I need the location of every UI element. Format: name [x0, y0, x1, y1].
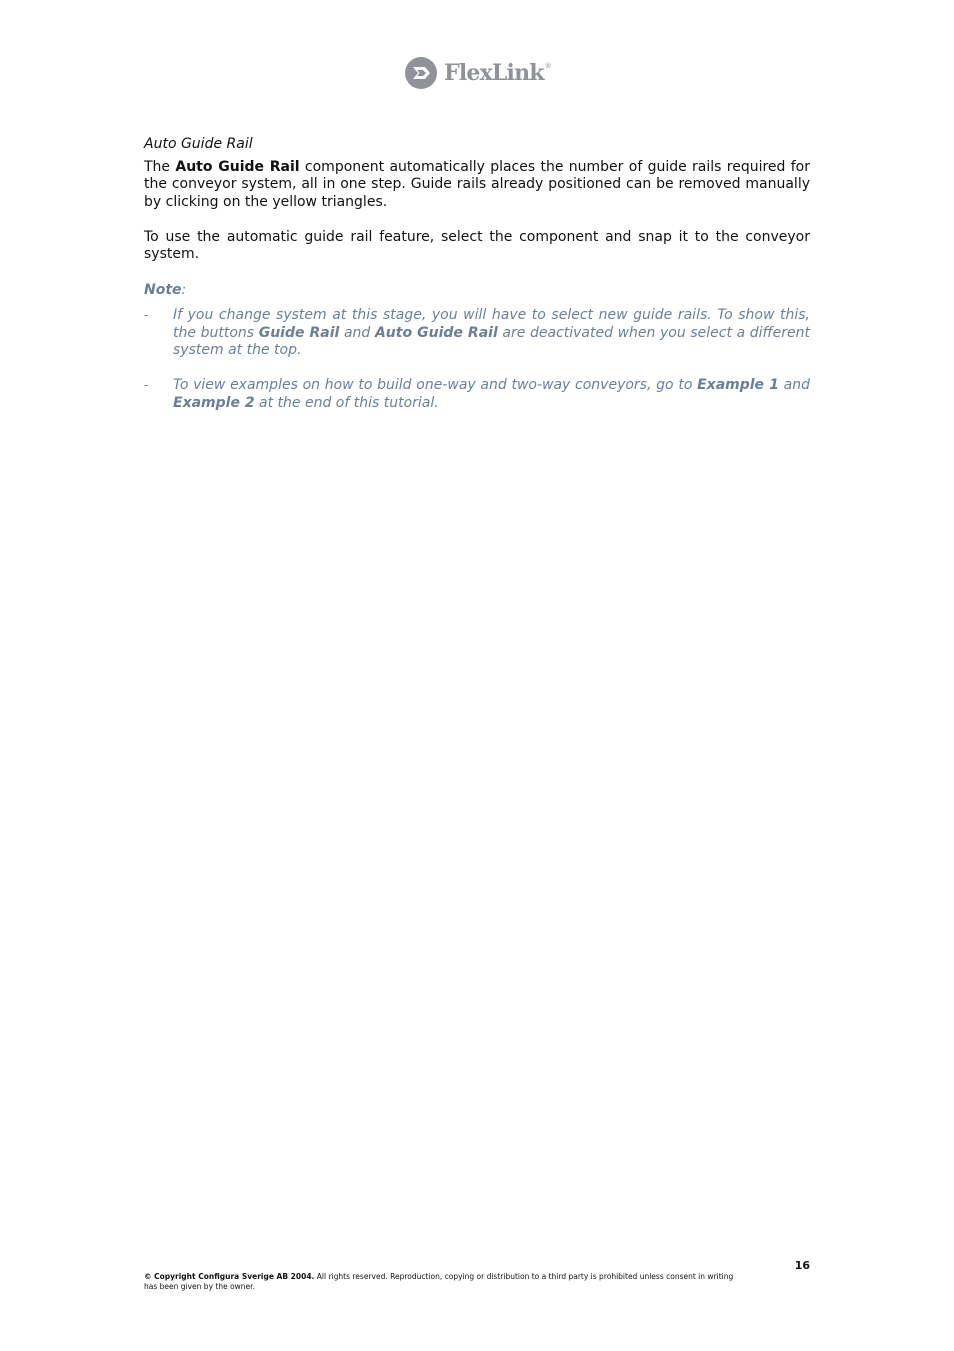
- dash-bullet: -: [144, 308, 149, 322]
- note-text: are deactivated when you select a different system at the top.: [173, 324, 811, 358]
- note-bold-term: Guide Rail: [258, 324, 340, 341]
- note-text: and: [778, 377, 811, 393]
- note-text: at the end of this tutorial.: [254, 394, 439, 411]
- note-colon: :: [181, 281, 187, 298]
- note-bold-term: Auto Guide Rail: [374, 324, 498, 341]
- note-bold-term: Example 2: [173, 394, 255, 411]
- intro-bold-term: Auto Guide Rail: [175, 158, 300, 175]
- note-text: If you change system at this stage, you will have to select new guide rails. To show this, the buttons: [173, 307, 810, 341]
- note-list: [144, 307, 810, 412]
- page-content: [144, 136, 810, 412]
- note-heading: [144, 282, 810, 300]
- logo-text: FlexLink: [444, 60, 544, 86]
- copyright-bold: © Copyright Configura Sverige AB 2004.: [144, 1272, 315, 1281]
- intro-paragraph: [144, 159, 810, 212]
- note-item: [144, 377, 810, 412]
- intro-text-pre: The: [144, 158, 176, 175]
- flexlink-logo-icon: [404, 56, 438, 90]
- usage-paragraph: To use the automatic guide rail feature, select the component and snap it to the conveyor system.: [144, 228, 810, 262]
- page-number: 16: [794, 1259, 810, 1272]
- flexlink-logo: [404, 56, 552, 90]
- copyright-text: All rights reserved. Reproduction, copying or distribution to a third party is prohibited unless consent in writing has been given by the owner.: [144, 1272, 734, 1291]
- note-bold-term: Example 1: [697, 377, 779, 393]
- intro-text-post: component automatically places the number of guide rails required for the conveyor system, all in one step. Guide rails already positioned can be removed manually by clicking on the yellow triangles.: [144, 158, 811, 210]
- copyright-footer: [144, 1272, 744, 1292]
- note-item: [144, 307, 810, 360]
- logo-registered-mark: ®: [544, 62, 552, 70]
- section-title: Auto Guide Rail: [144, 136, 253, 152]
- note-text: To view examples on how to build one-way and two-way conveyors, go to: [173, 377, 698, 393]
- note-text: and: [339, 324, 375, 341]
- dash-bullet: -: [144, 378, 149, 392]
- note-label: Note: [144, 281, 182, 298]
